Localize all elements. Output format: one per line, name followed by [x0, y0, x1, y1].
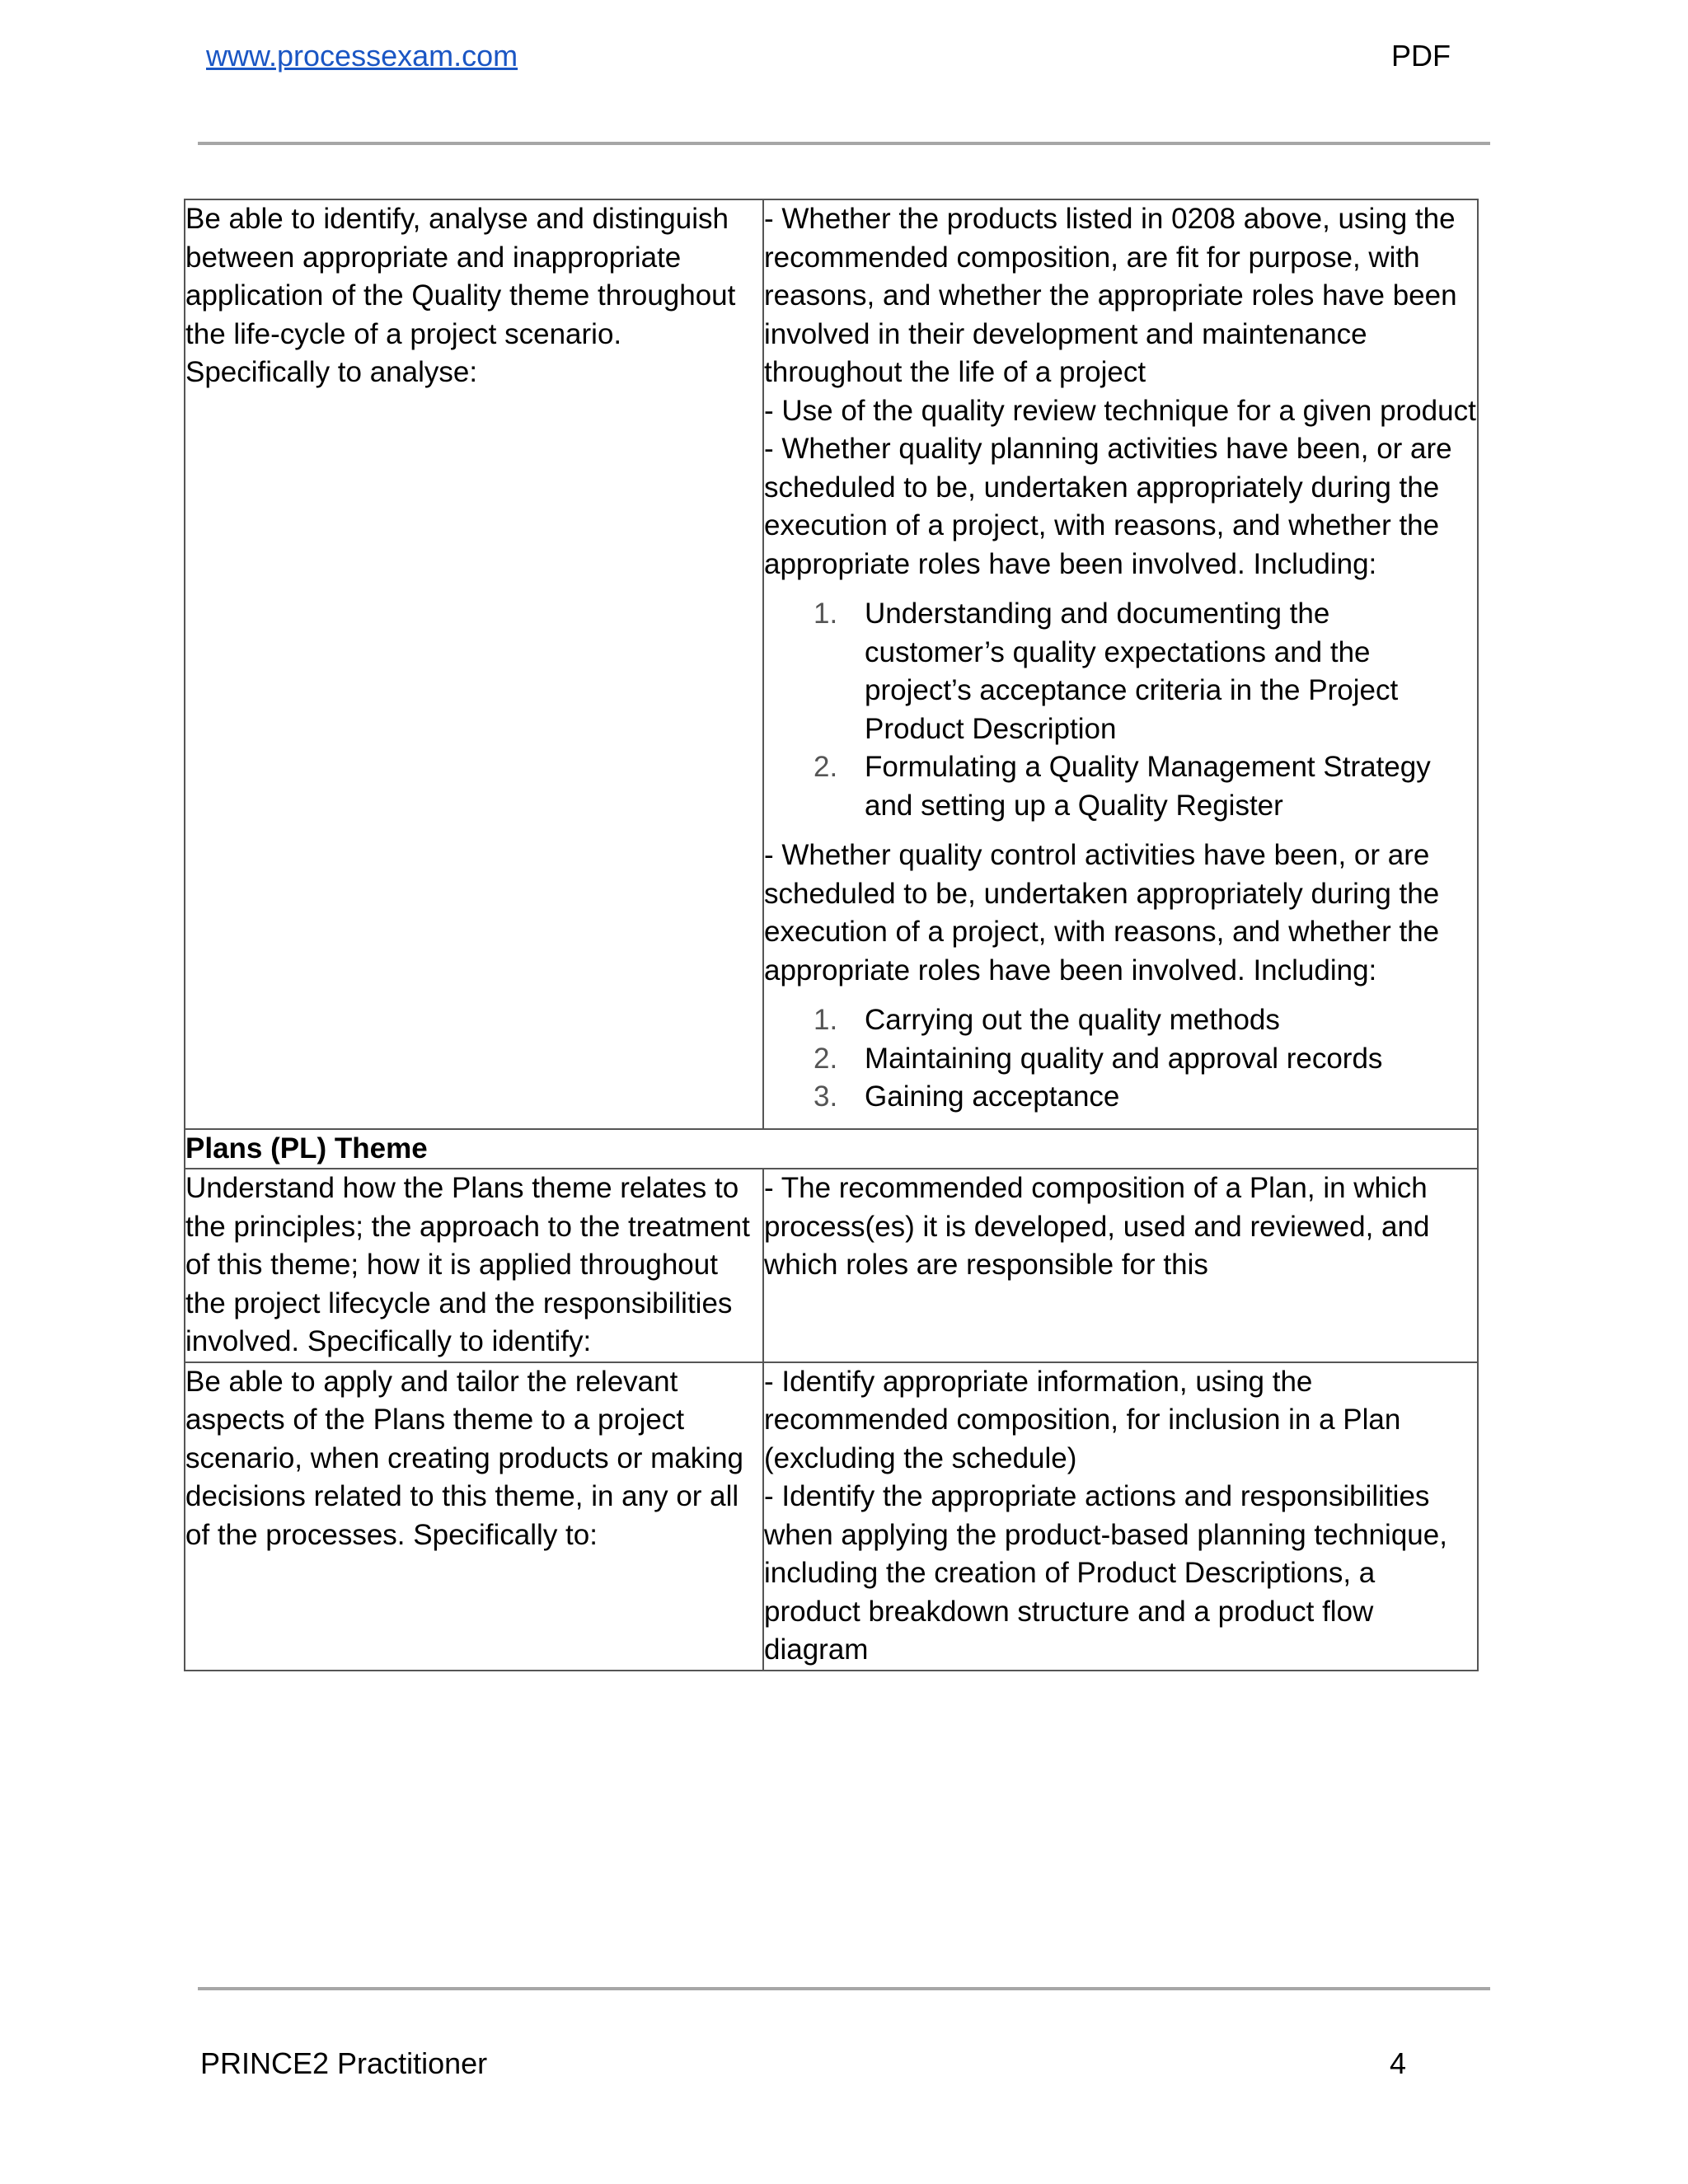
table-row — [185, 1129, 1478, 1169]
list-text: Maintaining quality and approval records — [865, 1042, 1383, 1075]
course-name: PRINCE2 Practitioner — [200, 2046, 488, 2080]
list-item — [764, 748, 1477, 825]
site-link[interactable]: www.processexam.com — [206, 39, 518, 73]
quality-planning-list — [764, 595, 1477, 825]
quality-analyse-description: Be able to identify, analyse and distinguish between appropriate and inappropriate application of the Quality theme throughout the life-cycle of a project scenario. Specifically to analyse: — [185, 203, 736, 388]
quality-analyse-left-cell — [185, 199, 763, 1129]
plans-information-item: - Identify appropriate information, using the recommended composition, for inclusion in a Plan (excluding the schedule) — [764, 1365, 1401, 1474]
page-number: 4 — [1390, 2046, 1407, 2080]
plans-theme-heading: Plans (PL) Theme — [185, 1129, 1478, 1169]
format-label: PDF — [1391, 39, 1451, 73]
plans-composition-item: - The recommended composition of a Plan, in which process(es) it is developed, used and reviewed, and which roles are responsible for this — [764, 1172, 1430, 1281]
plans-apply-left-cell — [185, 1362, 763, 1671]
table-row — [185, 1169, 1478, 1362]
quality-analyse-right-cell — [763, 199, 1478, 1129]
list-number: 2. — [814, 1042, 838, 1075]
quality-control-list — [764, 1001, 1477, 1117]
plans-identify-right-cell — [763, 1169, 1478, 1362]
plans-apply-description: Be able to apply and tailor the relevant aspects of the Plans theme to a project scenario, when creating products or making decisions related to this theme, in any or all of the processes. Specifically to: — [185, 1365, 744, 1551]
list-text: Understanding and documenting the customer’s quality expectations and the project’s acceptance criteria in the Project Product Description — [865, 598, 1399, 745]
plans-identify-description: Understand how the Plans theme relates to the principles; the approach to the treatment of this theme; how it is applied throughout the project lifecycle and the responsibilities involved. Specifically to identify: — [185, 1172, 750, 1357]
list-item — [764, 1078, 1477, 1117]
list-text: Formulating a Quality Management Strategy and setting up a Quality Register — [865, 751, 1431, 822]
quality-control-item: - Whether quality control activities have been, or are scheduled to be, undertaken appropriately during the execution of a project, with reasons, and whether the appropriate roles have been involved. Including: — [764, 839, 1440, 987]
plans-apply-right-cell — [763, 1362, 1478, 1671]
footer-divider — [198, 1987, 1490, 1990]
quality-review-item: - Use of the quality review technique for a given product — [764, 394, 1476, 427]
quality-products-fit-item: - Whether the products listed in 0208 above, using the recommended composition, are fit for purpose, with reasons, and whether the appropriate roles have been involved in their development and maintenance throughout the life of a project — [764, 203, 1457, 388]
quality-planning-item: - Whether quality planning activities have been, or are scheduled to be, undertaken appropriately during the execution of a project, with reasons, and whether the appropriate roles have been involved. Including: — [764, 433, 1452, 580]
list-item — [764, 595, 1477, 748]
list-number: 1. — [814, 598, 838, 630]
table-row — [185, 1362, 1478, 1671]
list-text: Gaining acceptance — [865, 1080, 1120, 1113]
list-number: 3. — [814, 1080, 838, 1113]
plans-identify-left-cell — [185, 1169, 763, 1362]
header-divider — [198, 142, 1490, 145]
list-item — [764, 1040, 1477, 1079]
list-number: 1. — [814, 1004, 838, 1036]
list-item — [764, 1001, 1477, 1040]
plans-product-based-planning-item: - Identify the appropriate actions and responsibilities when applying the product-based planning technique, including the creation of Product Descriptions, a product breakdown structure and a product flow diagram — [764, 1480, 1447, 1666]
syllabus-table — [184, 199, 1479, 1671]
list-text: Carrying out the quality methods — [865, 1004, 1280, 1036]
table-row — [185, 199, 1478, 1129]
list-number: 2. — [814, 751, 838, 783]
